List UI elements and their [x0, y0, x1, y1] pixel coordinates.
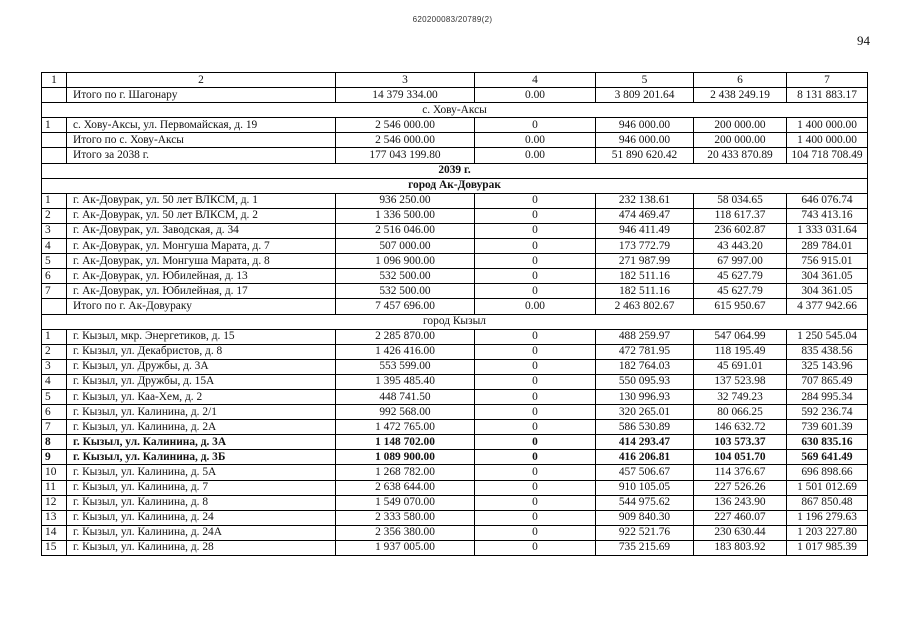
fund-cell: 0	[475, 208, 596, 223]
address-cell: г. Кызыл, ул. Калинина, д. 7	[67, 480, 336, 495]
table-row	[42, 450, 868, 465]
total-cost-cell: 532 500.00	[336, 269, 475, 284]
fund-cell: 0	[475, 495, 596, 510]
table-row	[42, 118, 868, 133]
address-cell: г. Ак-Довурак, ул. Заводская, д. 34	[67, 223, 336, 238]
local-budget-cell: 45 627.79	[694, 269, 787, 284]
table-row	[42, 495, 868, 510]
total-cost-cell: 2 333 580.00	[336, 510, 475, 525]
table-row	[42, 359, 868, 374]
address-cell: г. Кызыл, мкр. Энергетиков, д. 15	[67, 329, 336, 344]
total-cost-cell: 2 516 046.00	[336, 223, 475, 238]
owners-funds-cell: 646 076.74	[787, 193, 868, 208]
table-row	[42, 284, 868, 299]
fund-cell: 0	[475, 284, 596, 299]
table-row	[42, 420, 868, 435]
fund-cell: 0.00	[475, 133, 596, 148]
budget-cell: 3 809 201.64	[596, 88, 694, 103]
total-cost-cell: 1 395 485.40	[336, 374, 475, 389]
address-cell: г. Кызыл, ул. Декабристов, д. 8	[67, 344, 336, 359]
owners-funds-cell: 756 915.01	[787, 254, 868, 269]
section-title: 2039 г.	[42, 163, 868, 178]
row-number-cell: 10	[42, 465, 67, 480]
owners-funds-cell: 289 784.01	[787, 239, 868, 254]
table-row	[42, 405, 868, 420]
local-budget-cell: 2 438 249.19	[694, 88, 787, 103]
fund-cell: 0	[475, 374, 596, 389]
fund-cell: 0	[475, 389, 596, 404]
local-budget-cell: 227 460.07	[694, 510, 787, 525]
total-cost-cell: 1 426 416.00	[336, 344, 475, 359]
address-cell: г. Кызыл, ул. Калинина, д. 24	[67, 510, 336, 525]
address-cell: Итого по г. Шагонару	[67, 88, 336, 103]
fund-cell: 0	[475, 450, 596, 465]
fund-cell: 0.00	[475, 148, 596, 163]
table-row	[42, 269, 868, 284]
total-cost-cell: 1 549 070.00	[336, 495, 475, 510]
table-row	[42, 540, 868, 555]
section-header-row	[42, 103, 868, 118]
owners-funds-cell: 304 361.05	[787, 269, 868, 284]
total-cost-cell: 532 500.00	[336, 284, 475, 299]
fund-cell: 0	[475, 344, 596, 359]
total-cost-cell: 2 356 380.00	[336, 525, 475, 540]
table-row	[42, 480, 868, 495]
owners-funds-cell: 707 865.49	[787, 374, 868, 389]
total-cost-cell: 1 089 900.00	[336, 450, 475, 465]
owners-funds-cell: 1 196 279.63	[787, 510, 868, 525]
local-budget-cell: 104 051.70	[694, 450, 787, 465]
owners-funds-cell: 592 236.74	[787, 405, 868, 420]
address-cell: г. Кызыл, ул. Калинина, д. 2/1	[67, 405, 336, 420]
budget-cell: 182 764.03	[596, 359, 694, 374]
section-header-row	[42, 178, 868, 193]
owners-funds-cell: 867 850.48	[787, 495, 868, 510]
total-cost-cell: 2 546 000.00	[336, 133, 475, 148]
table-row	[42, 465, 868, 480]
section-header-row	[42, 314, 868, 329]
total-cost-cell: 177 043 199.80	[336, 148, 475, 163]
row-number-cell: 2	[42, 208, 67, 223]
row-number-cell: 7	[42, 420, 67, 435]
local-budget-cell: 227 526.26	[694, 480, 787, 495]
budget-cell: 922 521.76	[596, 525, 694, 540]
total-cost-cell: 2 638 644.00	[336, 480, 475, 495]
address-cell: г. Кызыл, ул. Калинина, д. 24А	[67, 525, 336, 540]
local-budget-cell: 200 000.00	[694, 133, 787, 148]
budget-cell: 51 890 620.42	[596, 148, 694, 163]
row-number-cell: 4	[42, 374, 67, 389]
budget-cell: 946 000.00	[596, 118, 694, 133]
address-cell: г. Ак-Довурак, ул. Монгуша Марата, д. 8	[67, 254, 336, 269]
owners-funds-cell: 1 400 000.00	[787, 118, 868, 133]
fund-cell: 0	[475, 405, 596, 420]
owners-funds-cell: 1 333 031.64	[787, 223, 868, 238]
row-number-cell: 3	[42, 359, 67, 374]
local-budget-cell: 137 523.98	[694, 374, 787, 389]
table-row	[42, 374, 868, 389]
local-budget-cell: 118 617.37	[694, 208, 787, 223]
table-row	[42, 299, 868, 314]
table-row	[42, 193, 868, 208]
row-number-cell	[42, 148, 67, 163]
fund-cell: 0	[475, 239, 596, 254]
local-budget-cell: 43 443.20	[694, 239, 787, 254]
budget-cell: 414 293.47	[596, 435, 694, 450]
budget-cell: 544 975.62	[596, 495, 694, 510]
header-cell: 5	[596, 73, 694, 88]
owners-funds-cell: 1 203 227.80	[787, 525, 868, 540]
fund-cell: 0	[475, 118, 596, 133]
row-number-cell: 2	[42, 344, 67, 359]
table-row	[42, 510, 868, 525]
table-row	[42, 344, 868, 359]
header-cell: 7	[787, 73, 868, 88]
table-row	[42, 208, 868, 223]
row-number-cell: 7	[42, 284, 67, 299]
fund-cell: 0	[475, 329, 596, 344]
total-cost-cell: 1 336 500.00	[336, 208, 475, 223]
address-cell: г. Ак-Довурак, ул. 50 лет ВЛКСМ, д. 2	[67, 208, 336, 223]
local-budget-cell: 230 630.44	[694, 525, 787, 540]
owners-funds-cell: 739 601.39	[787, 420, 868, 435]
address-cell: Итого за 2038 г.	[67, 148, 336, 163]
table-row	[42, 223, 868, 238]
address-cell: г. Кызыл, ул. Дружбы, д. 3А	[67, 359, 336, 374]
owners-funds-cell: 569 641.49	[787, 450, 868, 465]
row-number-cell: 1	[42, 118, 67, 133]
total-cost-cell: 1 148 702.00	[336, 435, 475, 450]
total-cost-cell: 2 285 870.00	[336, 329, 475, 344]
row-number-cell: 12	[42, 495, 67, 510]
total-cost-cell: 1 096 900.00	[336, 254, 475, 269]
header-cell: 1	[42, 73, 67, 88]
row-number-cell: 1	[42, 329, 67, 344]
section-title: город Кызыл	[42, 314, 868, 329]
address-cell: г. Кызыл, ул. Калинина, д. 3Б	[67, 450, 336, 465]
local-budget-cell: 236 602.87	[694, 223, 787, 238]
address-cell: г. Ак-Довурак, ул. 50 лет ВЛКСМ, д. 1	[67, 193, 336, 208]
row-number-cell	[42, 133, 67, 148]
local-budget-cell: 45 691.01	[694, 359, 787, 374]
budget-table	[41, 72, 868, 556]
budget-cell: 416 206.81	[596, 450, 694, 465]
total-cost-cell: 7 457 696.00	[336, 299, 475, 314]
fund-cell: 0	[475, 420, 596, 435]
local-budget-cell: 200 000.00	[694, 118, 787, 133]
address-cell: г. Ак-Довурак, ул. Юбилейная, д. 13	[67, 269, 336, 284]
table-row	[42, 389, 868, 404]
local-budget-cell: 118 195.49	[694, 344, 787, 359]
row-number-cell: 6	[42, 405, 67, 420]
total-cost-cell: 992 568.00	[336, 405, 475, 420]
budget-cell: 909 840.30	[596, 510, 694, 525]
total-cost-cell: 14 379 334.00	[336, 88, 475, 103]
table-row	[42, 254, 868, 269]
owners-funds-cell: 696 898.66	[787, 465, 868, 480]
table-row	[42, 88, 868, 103]
row-number-cell: 14	[42, 525, 67, 540]
budget-cell: 232 138.61	[596, 193, 694, 208]
local-budget-cell: 32 749.23	[694, 389, 787, 404]
total-cost-cell: 1 937 005.00	[336, 540, 475, 555]
section-title: город Ак-Довурак	[42, 178, 868, 193]
fund-cell: 0	[475, 525, 596, 540]
total-cost-cell: 936 250.00	[336, 193, 475, 208]
local-budget-cell: 58 034.65	[694, 193, 787, 208]
fund-cell: 0	[475, 435, 596, 450]
budget-cell: 2 463 802.67	[596, 299, 694, 314]
budget-cell: 586 530.89	[596, 420, 694, 435]
local-budget-cell: 80 066.25	[694, 405, 787, 420]
table-row	[42, 525, 868, 540]
row-number-cell: 6	[42, 269, 67, 284]
budget-cell: 946 000.00	[596, 133, 694, 148]
local-budget-cell: 136 243.90	[694, 495, 787, 510]
row-number-cell	[42, 299, 67, 314]
owners-funds-cell: 4 377 942.66	[787, 299, 868, 314]
row-number-cell: 13	[42, 510, 67, 525]
fund-cell: 0	[475, 510, 596, 525]
fund-cell: 0	[475, 223, 596, 238]
budget-cell: 910 105.05	[596, 480, 694, 495]
budget-cell: 946 411.49	[596, 223, 694, 238]
budget-cell: 182 511.16	[596, 269, 694, 284]
header-cell: 3	[336, 73, 475, 88]
row-number-cell: 5	[42, 389, 67, 404]
total-cost-cell: 507 000.00	[336, 239, 475, 254]
fund-cell: 0	[475, 193, 596, 208]
address-cell: г. Кызыл, ул. Калинина, д. 3А	[67, 435, 336, 450]
fund-cell: 0	[475, 269, 596, 284]
owners-funds-cell: 325 143.96	[787, 359, 868, 374]
row-number-cell: 9	[42, 450, 67, 465]
total-cost-cell: 553 599.00	[336, 359, 475, 374]
table-body	[42, 88, 868, 556]
budget-cell: 130 996.93	[596, 389, 694, 404]
local-budget-cell: 615 950.67	[694, 299, 787, 314]
row-number-cell: 8	[42, 435, 67, 450]
fund-cell: 0	[475, 359, 596, 374]
table-row	[42, 133, 868, 148]
row-number-cell: 4	[42, 239, 67, 254]
owners-funds-cell: 104 718 708.49	[787, 148, 868, 163]
owners-funds-cell: 1 250 545.04	[787, 329, 868, 344]
local-budget-cell: 67 997.00	[694, 254, 787, 269]
local-budget-cell: 103 573.37	[694, 435, 787, 450]
owners-funds-cell: 8 131 883.17	[787, 88, 868, 103]
budget-cell: 173 772.79	[596, 239, 694, 254]
budget-cell: 472 781.95	[596, 344, 694, 359]
fund-cell: 0.00	[475, 299, 596, 314]
address-cell: г. Кызыл, ул. Калинина, д. 5А	[67, 465, 336, 480]
fund-cell: 0	[475, 480, 596, 495]
header-cell: 2	[67, 73, 336, 88]
section-header-row	[42, 163, 868, 178]
row-number-cell: 1	[42, 193, 67, 208]
address-cell: г. Кызыл, ул. Каа-Хем, д. 2	[67, 389, 336, 404]
owners-funds-cell: 1 017 985.39	[787, 540, 868, 555]
total-cost-cell: 448 741.50	[336, 389, 475, 404]
address-cell: г. Кызыл, ул. Калинина, д. 2А	[67, 420, 336, 435]
budget-cell: 474 469.47	[596, 208, 694, 223]
owners-funds-cell: 1 400 000.00	[787, 133, 868, 148]
local-budget-cell: 20 433 870.89	[694, 148, 787, 163]
address-cell: Итого по с. Хову-Аксы	[67, 133, 336, 148]
total-cost-cell: 1 268 782.00	[336, 465, 475, 480]
row-number-cell	[42, 88, 67, 103]
section-title: с. Хову-Аксы	[42, 103, 868, 118]
local-budget-cell: 114 376.67	[694, 465, 787, 480]
total-cost-cell: 2 546 000.00	[336, 118, 475, 133]
address-cell: г. Ак-Довурак, ул. Юбилейная, д. 17	[67, 284, 336, 299]
owners-funds-cell: 743 413.16	[787, 208, 868, 223]
header-cell: 6	[694, 73, 787, 88]
local-budget-cell: 146 632.72	[694, 420, 787, 435]
owners-funds-cell: 304 361.05	[787, 284, 868, 299]
row-number-cell: 5	[42, 254, 67, 269]
budget-cell: 320 265.01	[596, 405, 694, 420]
address-cell: Итого по г. Ак-Довураку	[67, 299, 336, 314]
page-number: 94	[857, 33, 870, 48]
local-budget-cell: 45 627.79	[694, 284, 787, 299]
address-cell: г. Ак-Довурак, ул. Монгуша Марата, д. 7	[67, 239, 336, 254]
address-cell: г. Кызыл, ул. Дружбы, д. 15А	[67, 374, 336, 389]
budget-cell: 488 259.97	[596, 329, 694, 344]
row-number-cell: 3	[42, 223, 67, 238]
document-id: 620200083/20789(2)	[412, 15, 493, 24]
local-budget-cell: 183 803.92	[694, 540, 787, 555]
table-row	[42, 239, 868, 254]
row-number-cell: 11	[42, 480, 67, 495]
fund-cell: 0	[475, 465, 596, 480]
budget-cell: 550 095.93	[596, 374, 694, 389]
table-row	[42, 435, 868, 450]
column-number-row	[42, 73, 868, 88]
owners-funds-cell: 284 995.34	[787, 389, 868, 404]
header-cell: 4	[475, 73, 596, 88]
owners-funds-cell: 1 501 012.69	[787, 480, 868, 495]
address-cell: с. Хову-Аксы, ул. Первомайская, д. 19	[67, 118, 336, 133]
budget-cell: 735 215.69	[596, 540, 694, 555]
table-row	[42, 329, 868, 344]
owners-funds-cell: 835 438.56	[787, 344, 868, 359]
owners-funds-cell: 630 835.16	[787, 435, 868, 450]
fund-cell: 0.00	[475, 88, 596, 103]
fund-cell: 0	[475, 254, 596, 269]
row-number-cell: 15	[42, 540, 67, 555]
budget-cell: 457 506.67	[596, 465, 694, 480]
address-cell: г. Кызыл, ул. Калинина, д. 28	[67, 540, 336, 555]
address-cell: г. Кызыл, ул. Калинина, д. 8	[67, 495, 336, 510]
budget-cell: 182 511.16	[596, 284, 694, 299]
total-cost-cell: 1 472 765.00	[336, 420, 475, 435]
local-budget-cell: 547 064.99	[694, 329, 787, 344]
table-row	[42, 148, 868, 163]
fund-cell: 0	[475, 540, 596, 555]
budget-cell: 271 987.99	[596, 254, 694, 269]
